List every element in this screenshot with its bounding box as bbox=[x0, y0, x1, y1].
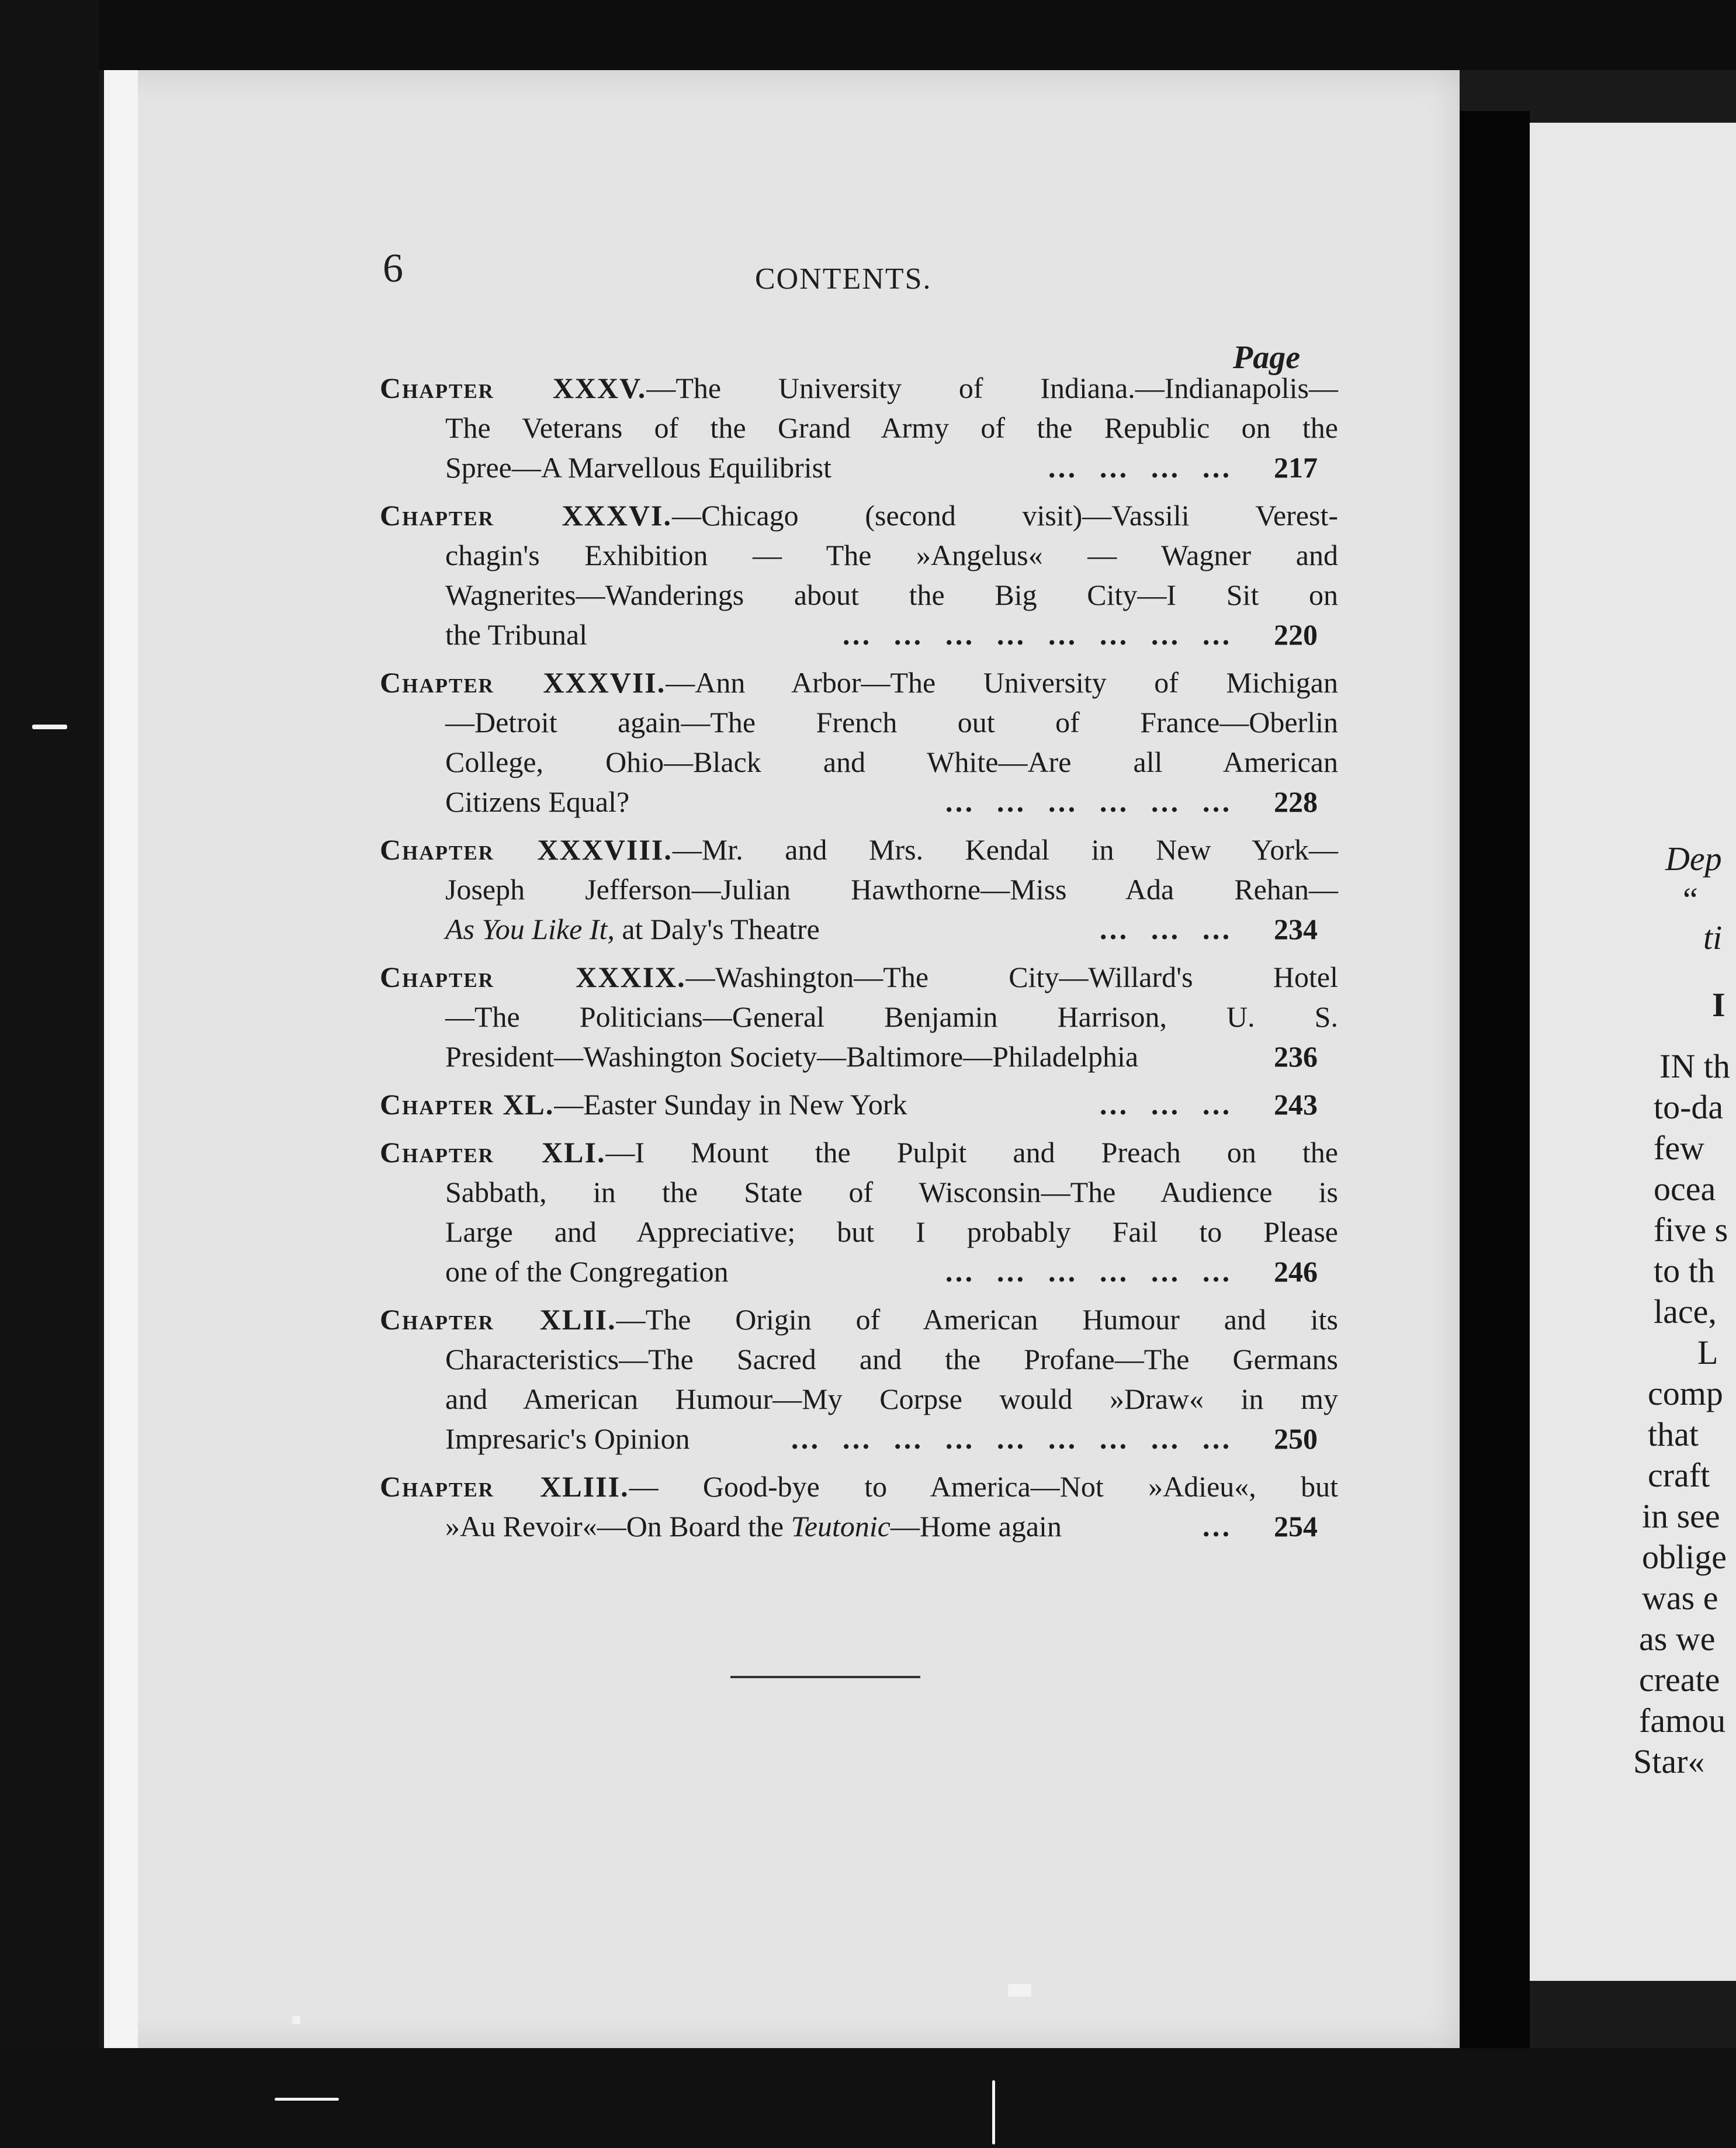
running-title: CONTENTS. bbox=[755, 262, 932, 296]
italic-title: As You Like It, bbox=[445, 913, 615, 945]
toc-entry bbox=[380, 1085, 1338, 1124]
entry-text: The Veterans of the Grand Army of the Republic on the bbox=[445, 411, 1338, 444]
entry-text: and American Humour—My Corpse would »Draw« in my bbox=[445, 1383, 1338, 1415]
leader-dots: ……………… bbox=[944, 785, 1253, 818]
toc-entry bbox=[380, 1467, 1338, 1546]
toc-line bbox=[380, 663, 1338, 702]
facing-text: “ bbox=[1683, 881, 1698, 919]
toc-line bbox=[380, 830, 1338, 869]
chapter-label: Chapter XL. bbox=[380, 1088, 555, 1121]
entry-text: the Tribunal bbox=[445, 618, 588, 651]
leader-dots: ……… bbox=[1099, 913, 1253, 945]
toc-line bbox=[380, 957, 1338, 997]
toc-line bbox=[380, 1132, 1338, 1172]
toc-line bbox=[380, 869, 1338, 909]
entry-text: —Chicago (second visit)—Vassili Verest- bbox=[672, 499, 1338, 532]
entry-text: one of the Congregation bbox=[445, 1255, 729, 1288]
entry-page-number: 243 bbox=[1274, 1088, 1318, 1121]
facing-text: lace, bbox=[1654, 1293, 1717, 1331]
entry-page-number: 236 bbox=[1274, 1040, 1318, 1073]
toc-line bbox=[380, 1506, 1338, 1546]
entry-text: Spree—A Marvellous Equilibrist bbox=[445, 451, 832, 484]
facing-text: Star« bbox=[1633, 1742, 1705, 1780]
chapter-label: Chapter XXXIX. bbox=[380, 961, 686, 993]
toc-line bbox=[380, 1252, 1338, 1291]
scan-speck bbox=[32, 725, 67, 729]
leader-dots: ……………… bbox=[944, 1255, 1253, 1288]
facing-text: create bbox=[1639, 1661, 1720, 1699]
book-gutter bbox=[1460, 111, 1530, 2051]
entry-text: Impresaric's Opinion bbox=[445, 1422, 690, 1455]
facing-text: oblige bbox=[1642, 1538, 1727, 1576]
entry-text: President—Washington Society—Baltimore—Philadelphia bbox=[445, 1040, 1139, 1073]
toc-line bbox=[380, 702, 1338, 742]
entry-text: Large and Appreciative; but I probably Fail to Please bbox=[445, 1215, 1338, 1248]
page-edge bbox=[104, 70, 138, 2048]
leader-dots: ……… bbox=[1099, 1088, 1253, 1121]
entry-text: College, Ohio—Black and White—Are all American bbox=[445, 746, 1338, 778]
facing-text: famou bbox=[1639, 1702, 1726, 1740]
entry-text: Citizens Equal? bbox=[445, 785, 630, 818]
facing-text: comp bbox=[1648, 1374, 1723, 1412]
toc-line bbox=[380, 496, 1338, 535]
entry-text: — Good-bye to America—Not »Adieu«, but bbox=[629, 1470, 1338, 1503]
entry-text: Wagnerites—Wanderings about the Big City—I Sit on bbox=[445, 578, 1338, 611]
scan-border-left bbox=[0, 0, 99, 2148]
entry-page-number: 254 bbox=[1274, 1510, 1318, 1543]
entry-text: Characteristics—The Sacred and the Profane—The Germans bbox=[445, 1343, 1338, 1376]
scan-speck bbox=[1008, 1984, 1031, 1997]
toc-line bbox=[380, 1379, 1338, 1419]
facing-text: to-da bbox=[1654, 1088, 1724, 1126]
toc-line bbox=[380, 1085, 1338, 1124]
entry-page-number: 250 bbox=[1274, 1422, 1318, 1455]
toc-entry bbox=[380, 830, 1338, 949]
toc-line bbox=[380, 535, 1338, 575]
leader-dots: … bbox=[1201, 1510, 1253, 1543]
toc-line bbox=[380, 615, 1338, 654]
chapter-label: Chapter XXXVI. bbox=[380, 499, 673, 532]
toc-entry bbox=[380, 496, 1338, 654]
facing-text: I bbox=[1712, 986, 1725, 1024]
facing-text: was e bbox=[1642, 1579, 1718, 1617]
chapter-label: Chapter XLI. bbox=[380, 1136, 606, 1169]
chapter-label: Chapter XXXVII. bbox=[380, 666, 666, 699]
toc-entry bbox=[380, 1132, 1338, 1291]
closing-rule bbox=[730, 1676, 920, 1678]
entry-text: —Mr. and Mrs. Kendal in New York— bbox=[672, 833, 1338, 866]
entry-text: —I Mount the Pulpit and Preach on the bbox=[605, 1136, 1338, 1169]
entry-page-number: 234 bbox=[1274, 913, 1318, 945]
toc-line bbox=[380, 742, 1338, 782]
toc-line bbox=[380, 1212, 1338, 1252]
facing-text: in see bbox=[1642, 1497, 1720, 1535]
facing-text: ocea bbox=[1654, 1170, 1716, 1208]
entry-text: —The University of Indiana.—Indianapolis— bbox=[646, 372, 1338, 404]
leader-dots: ………… bbox=[1047, 451, 1253, 484]
facing-text: as we bbox=[1639, 1620, 1716, 1658]
toc-line bbox=[380, 1037, 1338, 1076]
entry-text: chagin's Exhibition — The »Angelus« — Wagner and bbox=[445, 539, 1338, 571]
entry-page-number: 228 bbox=[1274, 785, 1318, 818]
toc-entry bbox=[380, 368, 1338, 487]
entry-page-number: 246 bbox=[1274, 1255, 1318, 1288]
toc-entry bbox=[380, 1300, 1338, 1458]
facing-text: ti bbox=[1703, 919, 1723, 957]
facing-text: few bbox=[1654, 1129, 1704, 1167]
entry-text: As You Like It, at Daly's Theatre bbox=[445, 913, 820, 945]
entry-text: —Ann Arbor—The University of Michigan bbox=[666, 666, 1338, 699]
toc-line bbox=[380, 575, 1338, 615]
scan-border-bottom bbox=[0, 2048, 1736, 2148]
toc-line bbox=[380, 368, 1338, 408]
entry-text: Joseph Jefferson—Julian Hawthorne—Miss Ada Rehan— bbox=[445, 873, 1338, 906]
facing-text: IN th bbox=[1659, 1047, 1730, 1085]
scan-speck bbox=[292, 2016, 300, 2024]
leader-dots: …………………… bbox=[841, 618, 1253, 651]
chapter-label: Chapter XLII. bbox=[380, 1303, 616, 1336]
facing-text: L bbox=[1697, 1333, 1718, 1371]
entry-page-number: 220 bbox=[1274, 618, 1318, 651]
leader-dots: ……………………… bbox=[790, 1422, 1253, 1455]
facing-text: Dep bbox=[1665, 840, 1722, 878]
entry-text: —The Origin of American Humour and its bbox=[616, 1303, 1338, 1336]
toc-line bbox=[380, 997, 1338, 1037]
page-number: 6 bbox=[383, 246, 403, 291]
facing-text: five s bbox=[1654, 1211, 1728, 1249]
toc-line bbox=[380, 1467, 1338, 1506]
toc-line bbox=[380, 448, 1338, 487]
toc-entry bbox=[380, 663, 1338, 822]
chapter-label: Chapter XXXV. bbox=[380, 372, 647, 404]
italic-title: Teutonic bbox=[791, 1510, 890, 1543]
entry-text: —Easter Sunday in New York bbox=[554, 1088, 907, 1121]
facing-text: craft bbox=[1648, 1456, 1710, 1494]
table-of-contents bbox=[380, 368, 1338, 1554]
facing-text: to th bbox=[1654, 1252, 1715, 1290]
toc-line bbox=[380, 1300, 1338, 1339]
toc-line bbox=[380, 782, 1338, 822]
page-column-label: Page bbox=[1233, 339, 1301, 376]
entry-text: —Detroit again—The French out of France—Oberlin bbox=[445, 706, 1338, 739]
scan-border-top bbox=[0, 0, 1736, 70]
facing-text: that bbox=[1648, 1415, 1699, 1453]
toc-line bbox=[380, 1172, 1338, 1212]
chapter-label: Chapter XXXVIII. bbox=[380, 833, 673, 866]
scan-speck bbox=[275, 2098, 339, 2101]
toc-line bbox=[380, 909, 1338, 949]
toc-line bbox=[380, 1339, 1338, 1379]
entry-text: Sabbath, in the State of Wisconsin—The Audience is bbox=[445, 1176, 1338, 1208]
entry-text: »Au Revoir«—On Board the Teutonic—Home again bbox=[445, 1510, 1062, 1543]
entry-text: —Washington—The City—Willard's Hotel bbox=[685, 961, 1338, 993]
toc-entry bbox=[380, 957, 1338, 1076]
toc-line bbox=[380, 408, 1338, 448]
toc-line bbox=[380, 1419, 1338, 1458]
scan-speck bbox=[992, 2080, 995, 2144]
entry-page-number: 217 bbox=[1274, 451, 1318, 484]
entry-text: —The Politicians—General Benjamin Harrison, U. S. bbox=[445, 1000, 1338, 1033]
chapter-label: Chapter XLIII. bbox=[380, 1470, 629, 1503]
